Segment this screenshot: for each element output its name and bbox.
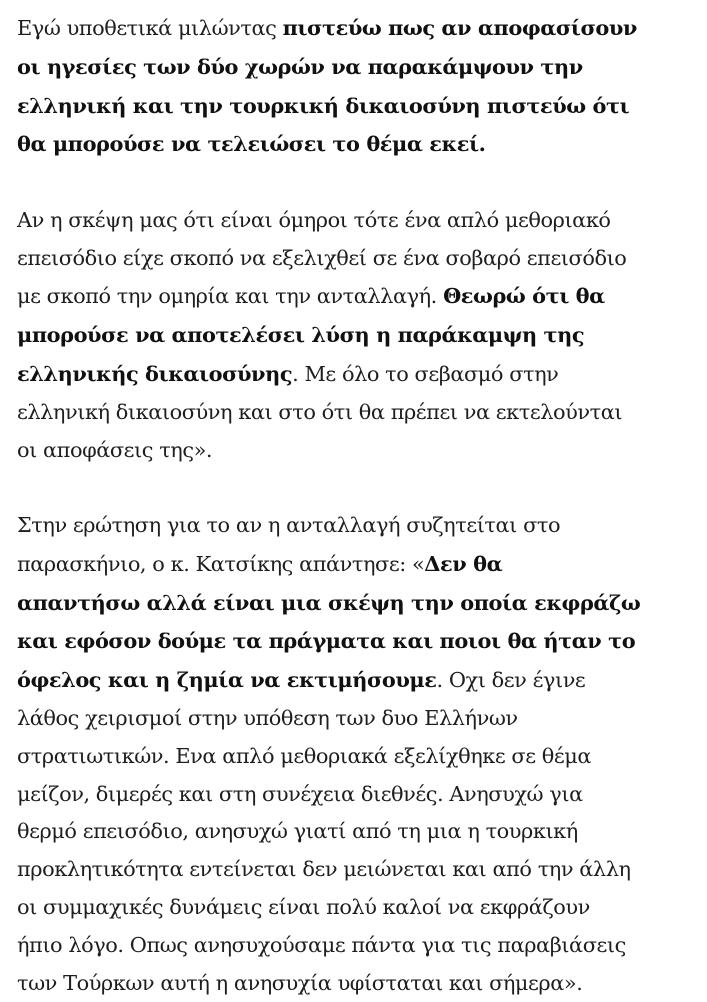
- text-line: [17, 394, 707, 432]
- text-run: θερμό επεισόδιο, ανησυχώ γιατί από τη μια η τουρκική: [17, 819, 578, 844]
- text-line: [17, 927, 707, 965]
- bold-text-run: θα μπορούσε να τελειώσει το θέμα εκεί.: [17, 131, 486, 157]
- text-line: [17, 700, 707, 738]
- text-line: [17, 965, 707, 1002]
- paragraph: [17, 507, 707, 1002]
- text-line: [17, 240, 707, 278]
- bold-text-run: πιστεύω πως αν αποφασίσουν: [282, 15, 637, 40]
- text-line: [17, 277, 707, 316]
- text-line: [17, 316, 707, 355]
- text-line: [17, 202, 707, 240]
- text-line: [17, 889, 707, 927]
- text-line: [17, 87, 707, 126]
- text-run: προκλητικότητα εντείνεται δεν μειώνεται και από την άλλη: [17, 857, 631, 882]
- text-line: [17, 622, 707, 661]
- paragraph: [17, 202, 707, 470]
- bold-text-run: οι ηγεσίες των δύο χωρών να παρακάμψουν την: [17, 53, 583, 79]
- text-line: [17, 48, 707, 87]
- text-line: [17, 851, 707, 889]
- text-line: [17, 355, 707, 394]
- bold-text-run: Δεν θα: [424, 550, 503, 576]
- text-run: . Με όλο το σεβασμό στην: [292, 361, 559, 386]
- text-run: των Τούρκων αυτή η ανησυχία υφίσταται και σήμερα».: [17, 970, 583, 995]
- bold-text-run: όφελος και η ζημία να εκτιμήσουμε: [17, 667, 437, 693]
- text-run: επεισόδιο είχε σκοπό να εξελιχθεί σε ένα σοβαρό επεισόδιο: [17, 245, 627, 270]
- bold-text-run: ελληνικής δικαιοσύνης: [17, 360, 293, 386]
- text-line: [17, 584, 707, 623]
- text-run: Αν η σκέψη μας ότι είναι όμηροι τότε ένα απλό μεθοριακό: [17, 207, 611, 232]
- bold-text-run: μπορούσε να αποτελέσει λύση η παράκαμψη της: [17, 322, 585, 348]
- text-run: . Οχι δεν έγινε: [436, 668, 586, 693]
- text-run: ελληνική δικαιοσύνη και στο ότι θα πρέπει να εκτελούνται: [17, 399, 623, 424]
- text-run: οι αποφάσεις της».: [17, 437, 213, 462]
- bold-text-run: Θεωρώ ότι θα: [443, 283, 605, 309]
- text-line: [17, 813, 707, 851]
- text-line: [17, 738, 707, 776]
- text-line: [17, 507, 707, 545]
- text-line: [17, 776, 707, 814]
- text-run: μείζον, διμερές και στη συνέχεια διεθνές. Ανησυχώ για: [17, 781, 583, 806]
- text-run: στρατιωτικών. Ενα απλό μεθοριακά εξελίχθηκε σε θέμα: [17, 743, 592, 768]
- bold-text-run: και εφόσον δούμε τα πράγματα και ποιοι θα ήταν το: [17, 628, 636, 654]
- text-line: [17, 545, 707, 584]
- paragraph: [17, 9, 707, 164]
- text-run: λάθος χειρισμοί στην υπόθεση των δυο Ελλήνων: [17, 705, 518, 730]
- text-line: [17, 432, 707, 470]
- bold-text-run: απαντήσω αλλά είναι μια σκέψη την οποία εκφράζω: [17, 589, 641, 615]
- bold-text-run: ελληνική και την τουρκική δικαιοσύνη πιστεύω ότι: [17, 92, 630, 118]
- text-run: ήπιο λόγο. Οπως ανησυχούσαμε πάντα για τις παραβιάσεις: [17, 932, 626, 957]
- text-run: οι συμμαχικές δυνάμεις είναι πολύ καλοί να εκφράζουν: [17, 894, 590, 919]
- text-run: με σκοπό την ομηρία και την ανταλλαγή.: [17, 284, 444, 309]
- text-run: Στην ερώτηση για το αν η ανταλλαγή συζητείται στο: [17, 512, 561, 537]
- text-line: [17, 125, 707, 164]
- text-line: [17, 9, 707, 48]
- text-run: Εγώ υποθετικά μιλώντας: [17, 16, 283, 40]
- text-run: παρασκήνιο, ο κ. Κατσίκης απάντησε: «: [17, 551, 425, 576]
- text-line: [17, 661, 707, 700]
